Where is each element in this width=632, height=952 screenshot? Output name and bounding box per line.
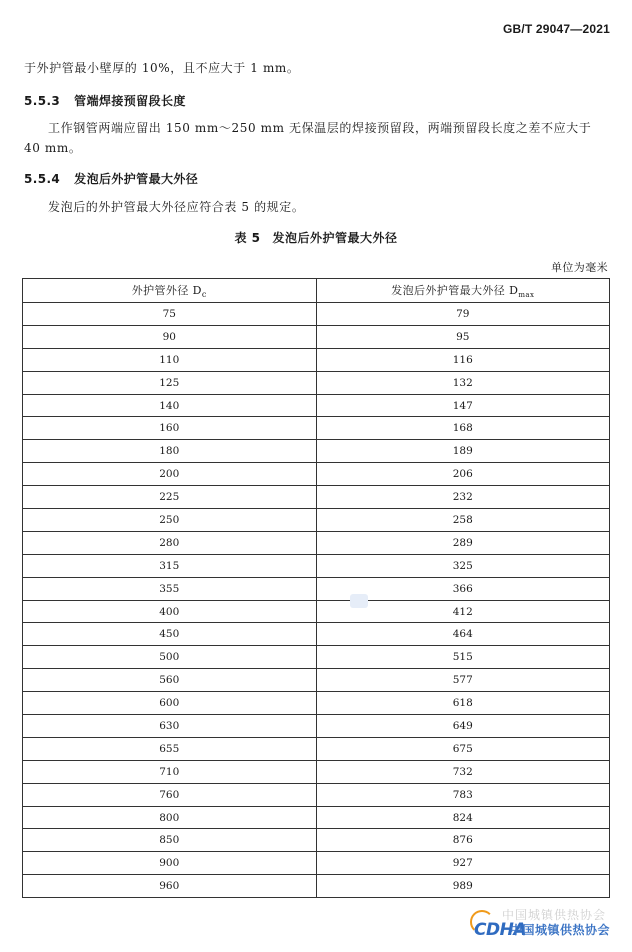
cell-outer-diameter: 315 (23, 554, 317, 577)
table-row (23, 692, 610, 715)
section-553-body-line2: 40 mm。 (24, 141, 82, 155)
table-row (23, 600, 610, 623)
cell-outer-diameter: 655 (23, 737, 317, 760)
cell-max-diameter: 577 (316, 669, 610, 692)
cell-max-diameter: 366 (316, 577, 610, 600)
table-row (23, 783, 610, 806)
table-row (23, 394, 610, 417)
cell-outer-diameter: 900 (23, 852, 317, 875)
table-row (23, 463, 610, 486)
section-554-title: 发泡后外护管最大外径 (74, 172, 199, 186)
table-row (23, 715, 610, 738)
cell-max-diameter: 132 (316, 371, 610, 394)
table-row (23, 486, 610, 509)
cell-outer-diameter: 850 (23, 829, 317, 852)
cell-max-diameter: 464 (316, 623, 610, 646)
table-row (23, 417, 610, 440)
cell-outer-diameter: 800 (23, 806, 317, 829)
standard-code: GB/T 29047—2021 (502, 22, 610, 36)
table-row (23, 737, 610, 760)
cell-max-diameter: 649 (316, 715, 610, 738)
table-row (23, 303, 610, 326)
logo-mark: CDHA (474, 920, 526, 940)
table-unit: 单位为毫米 (551, 261, 608, 274)
section-554-body: 发泡后的外护管最大外径应符合表 5 的规定。 (48, 200, 305, 214)
cell-max-diameter: 189 (316, 440, 610, 463)
cell-outer-diameter: 225 (23, 486, 317, 509)
header-outer-diameter-label: 外护管外径 D (131, 283, 202, 297)
cell-outer-diameter: 760 (23, 783, 317, 806)
cell-max-diameter: 147 (316, 394, 610, 417)
cell-max-diameter: 412 (316, 600, 610, 623)
cell-outer-diameter: 200 (23, 463, 317, 486)
table-number: 表 5 (234, 231, 261, 245)
cell-max-diameter: 116 (316, 348, 610, 371)
cell-max-diameter: 675 (316, 737, 610, 760)
cell-max-diameter: 732 (316, 760, 610, 783)
section-553-body (24, 118, 610, 138)
table-row (23, 875, 610, 898)
cell-max-diameter: 876 (316, 829, 610, 852)
continued-paragraph: 于外护管最小壁厚的 10%，且不应大于 1 mm。 (24, 61, 300, 75)
footer-org-name: 中国城镇供热协会 (509, 923, 610, 937)
cell-outer-diameter: 600 (23, 692, 317, 715)
table-header-row (23, 279, 610, 303)
header-max-diameter-sub: max (518, 291, 535, 300)
cell-outer-diameter: 500 (23, 646, 317, 669)
cell-max-diameter: 258 (316, 509, 610, 532)
table-row (23, 371, 610, 394)
cell-max-diameter: 618 (316, 692, 610, 715)
cell-outer-diameter: 75 (23, 303, 317, 326)
cell-outer-diameter: 355 (23, 577, 317, 600)
table-row (23, 829, 610, 852)
section-554-heading (24, 170, 198, 187)
cell-max-diameter: 79 (316, 303, 610, 326)
cell-outer-diameter: 160 (23, 417, 317, 440)
cell-outer-diameter: 630 (23, 715, 317, 738)
cell-outer-diameter: 180 (23, 440, 317, 463)
cell-max-diameter: 515 (316, 646, 610, 669)
section-553-number: 5.5.3 (24, 94, 61, 108)
table-row (23, 646, 610, 669)
section-554-number: 5.5.4 (24, 172, 61, 186)
cell-max-diameter: 824 (316, 806, 610, 829)
table-row (23, 806, 610, 829)
footer-logo (452, 906, 612, 940)
header-max-diameter-label: 发泡后外护管最大外径 D (391, 283, 519, 297)
cell-outer-diameter: 710 (23, 760, 317, 783)
table-row (23, 554, 610, 577)
cell-outer-diameter: 560 (23, 669, 317, 692)
cell-outer-diameter: 450 (23, 623, 317, 646)
table-title (0, 229, 632, 246)
cell-outer-diameter: 250 (23, 509, 317, 532)
table-row (23, 440, 610, 463)
cell-outer-diameter: 280 (23, 531, 317, 554)
table-row (23, 348, 610, 371)
table-row (23, 852, 610, 875)
table-row (23, 325, 610, 348)
cell-max-diameter: 206 (316, 463, 610, 486)
header-outer-diameter (23, 279, 317, 303)
table-row (23, 531, 610, 554)
table-row (23, 760, 610, 783)
cell-outer-diameter: 960 (23, 875, 317, 898)
cell-max-diameter: 289 (316, 531, 610, 554)
cell-max-diameter: 783 (316, 783, 610, 806)
cell-max-diameter: 325 (316, 554, 610, 577)
cell-outer-diameter: 125 (23, 371, 317, 394)
cell-max-diameter: 232 (316, 486, 610, 509)
table-row (23, 577, 610, 600)
cell-max-diameter: 927 (316, 852, 610, 875)
header-max-diameter (316, 279, 610, 303)
cell-max-diameter: 168 (316, 417, 610, 440)
cell-max-diameter: 989 (316, 875, 610, 898)
table-title-text: 发泡后外护管最大外径 (272, 231, 398, 245)
section-553-title: 管端焊接预留段长度 (74, 94, 186, 108)
section-553-heading (24, 92, 186, 109)
cell-outer-diameter: 400 (23, 600, 317, 623)
cell-max-diameter: 95 (316, 325, 610, 348)
table-5 (22, 278, 610, 898)
cell-outer-diameter: 110 (23, 348, 317, 371)
header-outer-diameter-sub: c (201, 290, 207, 300)
cell-outer-diameter: 90 (23, 325, 317, 348)
table-row (23, 509, 610, 532)
table-row (23, 669, 610, 692)
watermark-icon (350, 594, 368, 608)
footer-org-faded: 中国城镇供热协会 (501, 908, 606, 922)
table-row (23, 623, 610, 646)
cell-outer-diameter: 140 (23, 394, 317, 417)
section-553-line1: 工作钢管两端应留出 150 mm～250 mm 无保温层的焊接预留段，两端预留段长度之差不应大于 (48, 121, 592, 135)
